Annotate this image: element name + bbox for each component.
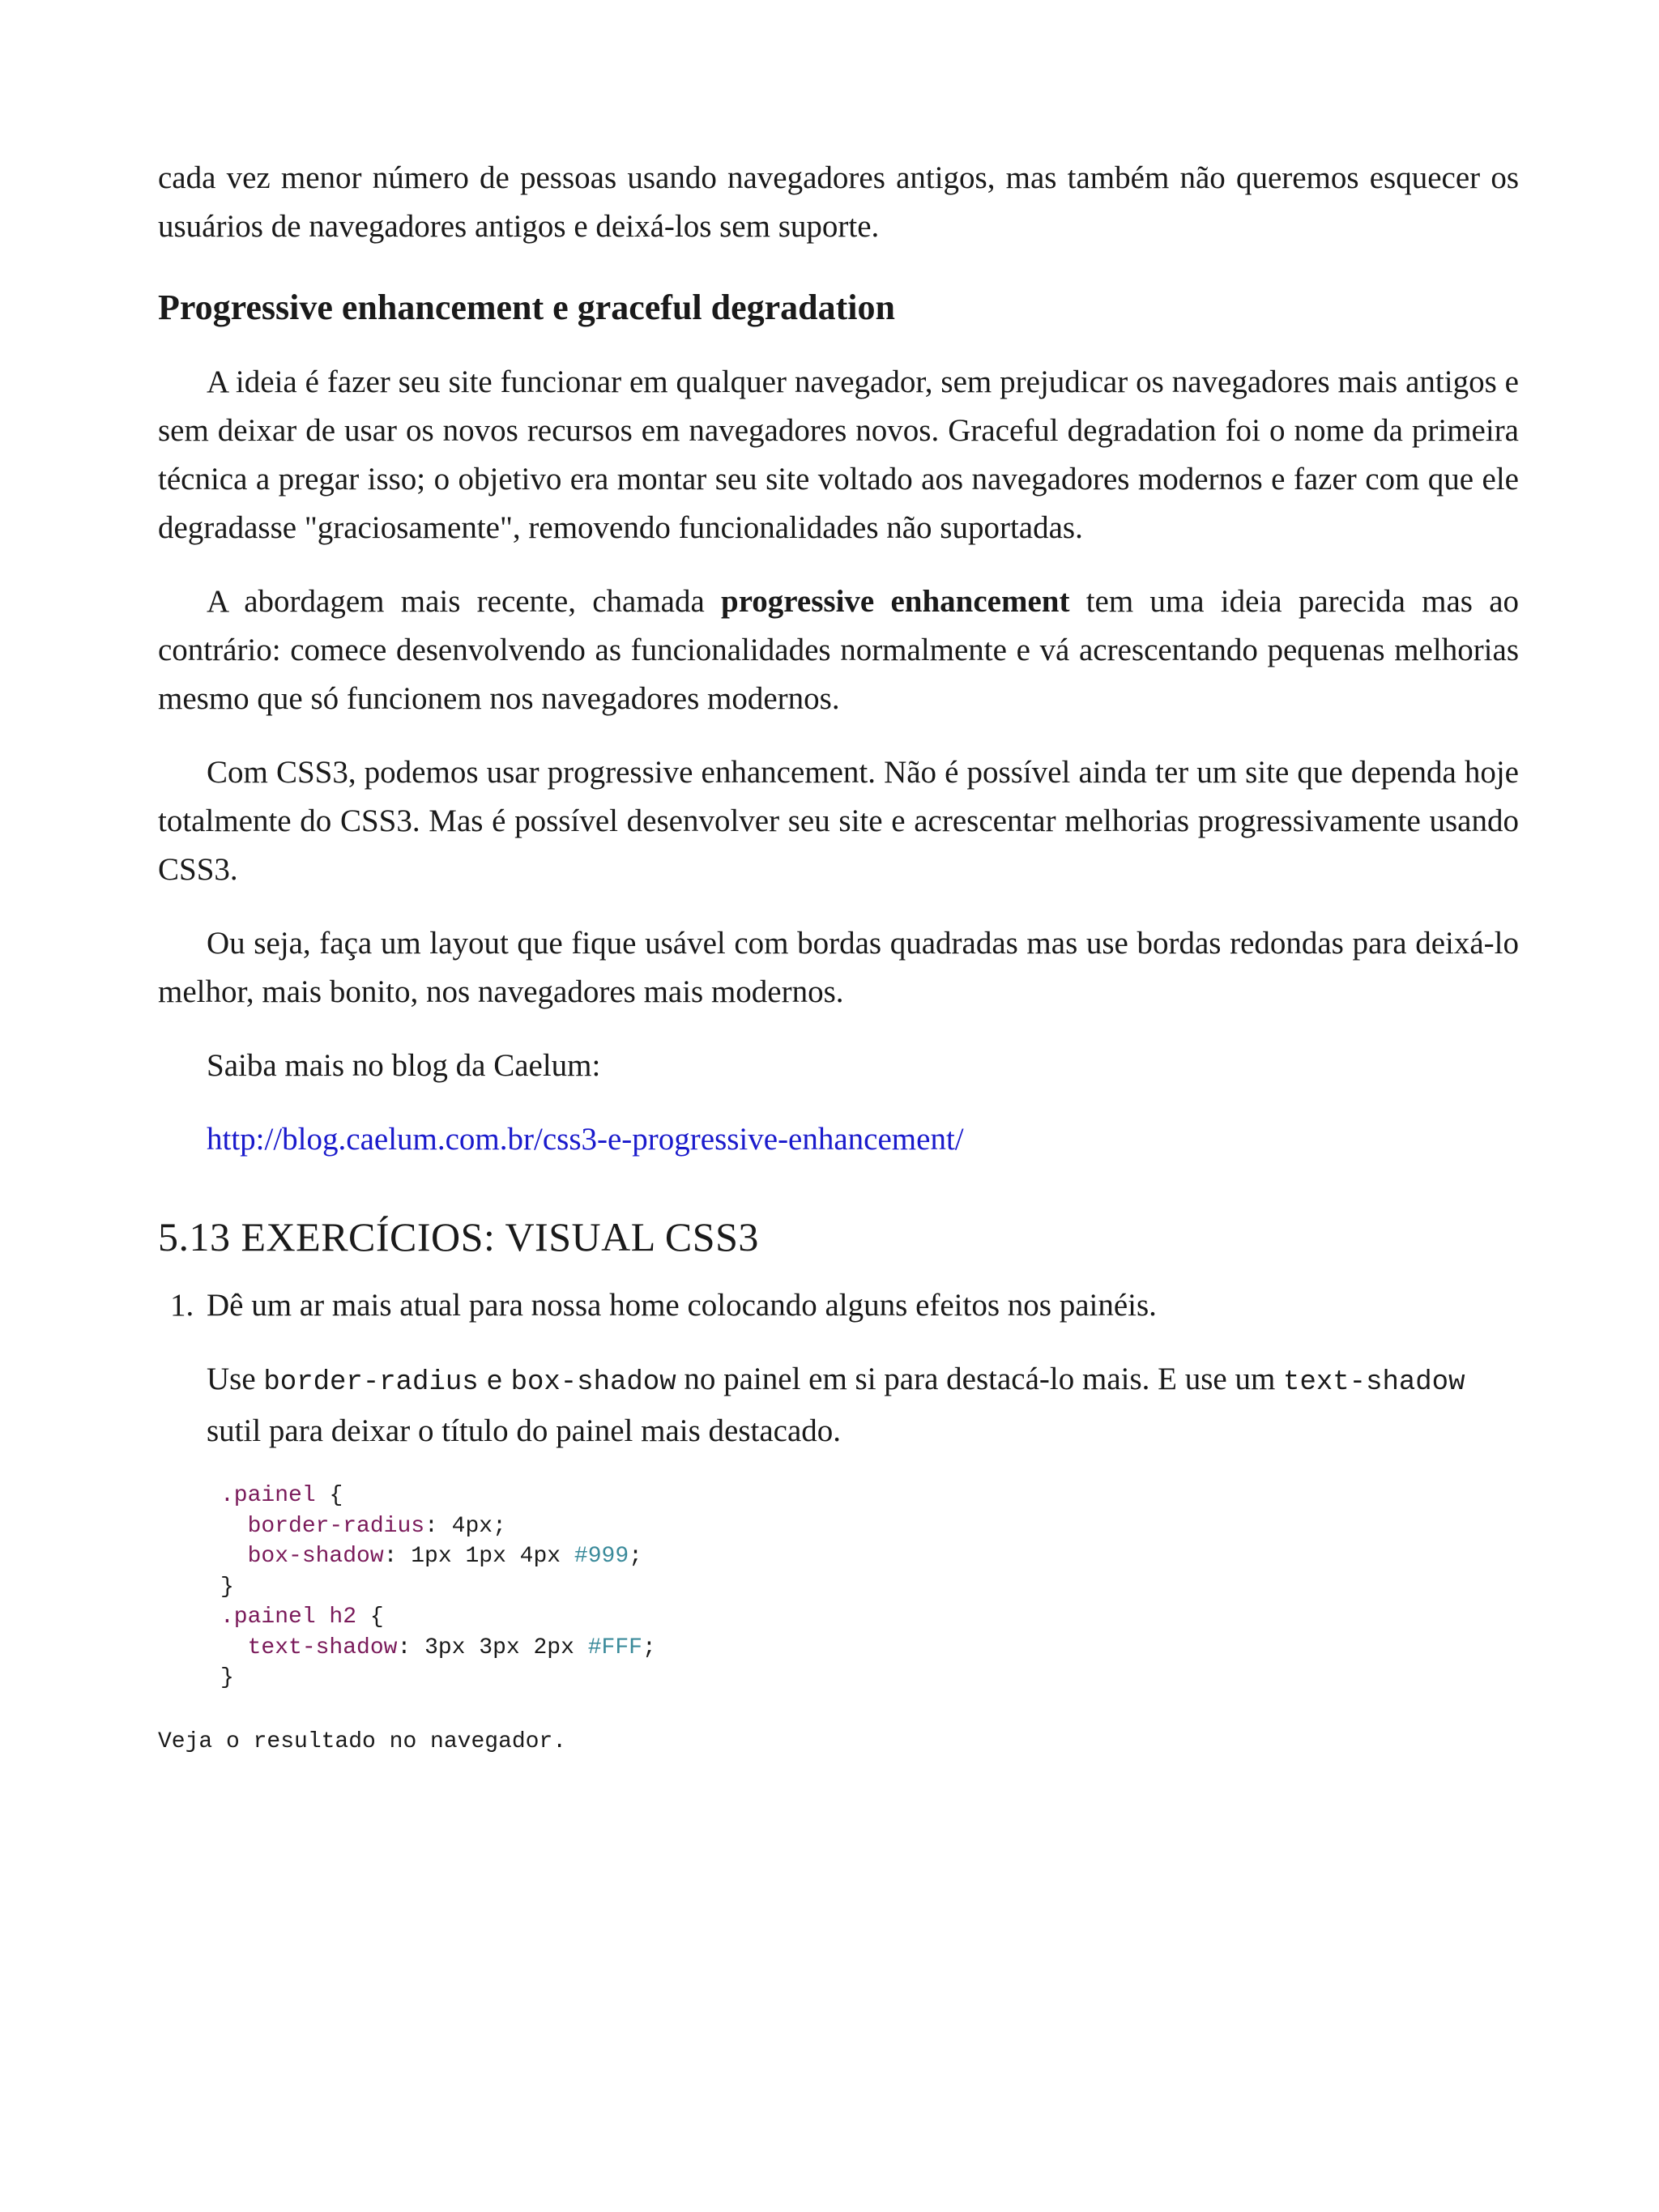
blog-label: Saiba mais no blog da Caelum: [207,1048,601,1083]
code-color-999: #999 [574,1544,629,1569]
approach-bold-term: progressive enhancement [721,584,1070,619]
code-text-shadow: text-shadow [1283,1367,1465,1398]
approach-text-before: A abordagem mais recente, chamada [207,584,722,619]
code-color-fff: #FFF [587,1634,642,1660]
code-box-shadow: box-shadow [510,1367,676,1398]
details-end-text: sutil para deixar o título do painel mais destacado. [207,1413,842,1448]
intro-paragraph: cada vez menor número de pessoas usando navegadores antigos, mas também não queremos esquecer os usuários de navegadores antigos e deixá-los sem suporte. [158,160,1519,244]
code-prop-text-shadow: text-shadow [247,1634,398,1660]
exercise-instruction: Dê um ar mais atual para nossa home colocando alguns efeitos nos painéis. [207,1288,1157,1323]
exercise-body [158,1281,1519,1758]
code-e-word: e [486,1367,503,1398]
css-code-block: .painel { border-radius: 4px; box-shadow: 1px 1px 4px #999; } .painel h2 { text-shadow: 3px 3px 2px #FFF; } [220,1483,656,1690]
code-val-border-radius: 4px [451,1513,493,1539]
approach-text-after: tem uma ideia parecida mas ao contrário: comece desenvolvendo as funcionalidades normalmente e vá acrescentando pequenas melhorias mesmo que só funcionem nos navegadores modernos. [158,584,1520,716]
details-mid-text: no painel em si para destacá-lo mais. E use um [684,1362,1276,1396]
code-val-text-shadow: 3px 3px 2px [424,1634,574,1660]
paragraph-idea: A ideia é fazer seu site funcionar em qualquer navegador, sem prejudicar os navegadores mais antigos e sem deixar de usar os novos recursos em navegadores novos. Graceful degradation foi o nome da primeira técnica a pregar isso; o objetivo era montar seu site voltado aos navegadores modernos e fazer com que ele degradasse "graciosamente", removendo funcionalidades não suportadas. [158,364,1519,545]
code-selector-painel: .painel [220,1483,316,1508]
blog-link-line [158,1115,1519,1164]
code-prop-box-shadow: box-shadow [247,1544,384,1569]
code-prop-border-radius: border-radius [247,1513,425,1539]
paragraph-css3: Com CSS3, podemos usar progressive enhancement. Não é possível ainda ter um site que dependa hoje totalmente do CSS3. Mas é possível desenvolver seu site e acrescentar melhorias progressivamente usando CSS3. [158,755,1519,887]
code-border-radius: border-radius [263,1367,479,1398]
document-page [158,154,1519,1758]
code-val-box-shadow: 1px 1px 4px [411,1544,561,1569]
exercise-details [207,1355,1519,1455]
code-close-brace: } [220,1574,234,1600]
paragraph-approach [158,578,1519,723]
code-open-brace-2: { [369,1605,384,1630]
result-note: Veja o resultado no navegador. [158,1728,567,1754]
exercise-item [158,1281,1519,1758]
section-title: 5.13 EXERCÍCIOS: VISUAL CSS3 [158,1214,759,1259]
code-close-brace-2: } [220,1665,234,1690]
paragraph-layout: Ou seja, faça um layout que fique usável com bordas quadradas mas use bordas redondas para deixá-lo melhor, mais bonito, nos navegadores mais modernos. [158,926,1519,1009]
use-word: Use [207,1362,256,1396]
subsection-title: Progressive enhancement e graceful degradation [158,288,895,327]
blog-link[interactable]: http://blog.caelum.com.br/css3-e-progressive-enhancement/ [207,1122,964,1157]
exercise-number: 1. [170,1288,194,1323]
code-selector-painel-h2: .painel h2 [220,1605,357,1630]
code-open-brace: { [329,1483,343,1508]
